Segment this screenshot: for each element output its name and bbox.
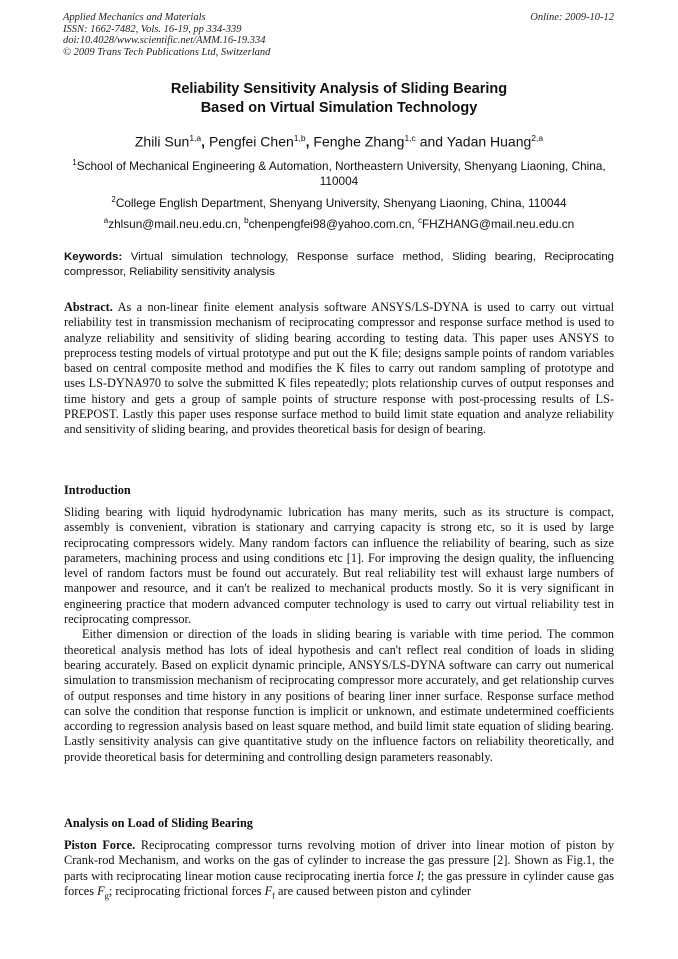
piston-force-runin: Piston Force. [64,838,136,852]
author-list [0,129,678,151]
keywords-section [64,250,614,280]
author-affiliation-mark: 2,a [531,133,544,143]
inertia-force-symbol: I [416,868,421,883]
load-analysis-heading: Analysis on Load of Sliding Bearing [64,816,253,830]
author-emails [62,213,616,232]
abstract-text: As a non-linear finite element analysis software ANSYS/LS-DYNA is used to carry out virtual reliability test in transmission mechanism of reciprocating compressor and response surface method is used to analyze reliability and sensitivity of sliding bearing according to testing data. This paper uses ANSYS to preprocess testing models of virtual prototype and put out the K file; designs sample points of random variables based on central composite method and modifies the K files to carry out random sampling of prototype and uses LS-DYNA970 to solve the submitted K files repeatedly; plots relationship curves of output responses and time history and gets a group of sample points of structure response with post-processing results of LS-PREPOST. Lastly this paper uses response surface method to build limit state equation and analyze reliability and sensitivity of sliding bearing, and provides theoretical basis for design of bearing. [64,300,614,437]
title-line-2: Based on Virtual Simulation Technology [200,100,478,116]
author-and: and [415,133,447,150]
piston-text-1: Reciprocating compressor turns revolving motion of driver into linear motion of piston by Crank-rod Mechanism, and works on the gas of cylinder to increase the gas pressure [2]. Shown as Fig.1, the parts with reciprocating linear motion cause reciprocating inertia force [64,838,614,883]
email-address: zhlsun@mail.neu.edu.cn, [108,216,245,231]
author-affiliation-mark: 1,b [293,133,306,143]
gas-force-subscript: g [104,890,109,901]
online-date: Online: 2009-10-12 [530,12,614,23]
title-line-1: Reliability Sensitivity Analysis of Sliding Bearing [170,81,508,97]
email-address: chenpengfei98@yahoo.com.cn, [248,216,418,231]
issn-line: ISSN: 1662-7482, Vols. 16-19, pp 334-339 [63,23,242,35]
paper-title [0,80,678,118]
journal-header [63,12,270,58]
keywords-label: Keywords: [64,251,123,263]
piston-text-3: ; reciprocating frictional forces [108,883,265,898]
friction-force-subscript: f [272,890,275,901]
author-name: Yadan Huang [446,133,532,150]
affiliation-text: School of Mechanical Engineering & Automation, Northeastern University, Shenyang Liaoning, China, 110004 [76,158,606,188]
intro-paragraph-2: Either dimension or direction of the loads in sliding bearing is variable with time period. The common theoretical analysis method has lots of ideal hypothesis and can't reflect real condition of loads in sliding bearing accurately. Based on explicit dynamic principle, ANSYS/LS-DYNA software can carry out numerical simulation to transmission mechanism of reciprocating compressor more accurately, and get relationship curves of output responses and time history in any positions of bearing liner inner surface. Response surface method can solve the condition that response function is implicit or unknown, and estimate undetermined coefficients according to regression analysis based on least square method, and build limit state equation of sliding bearing. Lastly sensitivity analysis can give quantitative study on the influence factors on reliability theoretically, and provide theoretical basis for determining and controlling design parameters reasonably. [64,627,614,764]
journal-name: Applied Mechanics and Materials [63,12,206,23]
affiliation-mark: 1 [72,158,77,167]
email-mark: c [417,216,422,225]
author-name: Fenghe Zhang [313,133,405,150]
friction-force-symbol: F [264,883,273,898]
affiliation-text: College English Department, Shenyang University, Shenyang Liaoning, China, 110044 [115,195,567,210]
author-name: Zhili Sun [134,133,190,150]
abstract-label: Abstract. [64,300,113,314]
introduction-heading: Introduction [64,483,131,497]
piston-text-2: ; the gas pressure in cylinder cause gas forces [64,868,614,898]
email-address: FHZHANG@mail.neu.edu.cn [421,216,575,231]
affiliation-mark: 2 [111,195,116,204]
gas-force-symbol: F [97,883,105,898]
affiliation-2 [62,192,616,211]
abstract-section [64,300,614,438]
author-name: Pengfei Chen [208,133,294,150]
copyright-line: © 2009 Trans Tech Publications Ltd, Switzerland [63,46,271,58]
intro-paragraph-1: Sliding bearing with liquid hydrodynamic lubrication has many merits, such as its structure is compact, assembly is convenient, vibration is stationary and carrying capacity is strong etc, so it is used by large reciprocating compressors widely. Many random factors can influence the reliability of bearing, such as size parameters, machining process and using conditions etc [1]. For improving the design quality, the influencing level of random factors must be found out accurately. But real reliability test will exhaust large numbers of manpower and resource, and it can't be realized to mechanical products mostly. So it is very significant in engineering practice that modern advanced computer technology is used to carry out virtual reliability test in reciprocating compressor. [64,505,614,627]
keywords-text: Virtual simulation technology, Response surface method, Sliding bearing, Reciprocating compressor, Reliability sensitivity analysis [64,251,614,278]
doi-line: doi:10.4028/www.scientific.net/AMM.16-19.334 [63,35,266,47]
email-mark: a [103,216,109,225]
email-mark: b [244,216,249,225]
piston-force-paragraph [64,838,614,899]
author-separator: , [305,133,314,150]
author-affiliation-mark: 1,c [404,133,416,143]
affiliation-1 [62,155,616,189]
introduction-body [64,505,614,765]
piston-text-4: are caused between piston and cylinder [274,883,471,898]
author-affiliation-mark: 1,a [189,133,202,143]
author-separator: , [201,133,209,150]
